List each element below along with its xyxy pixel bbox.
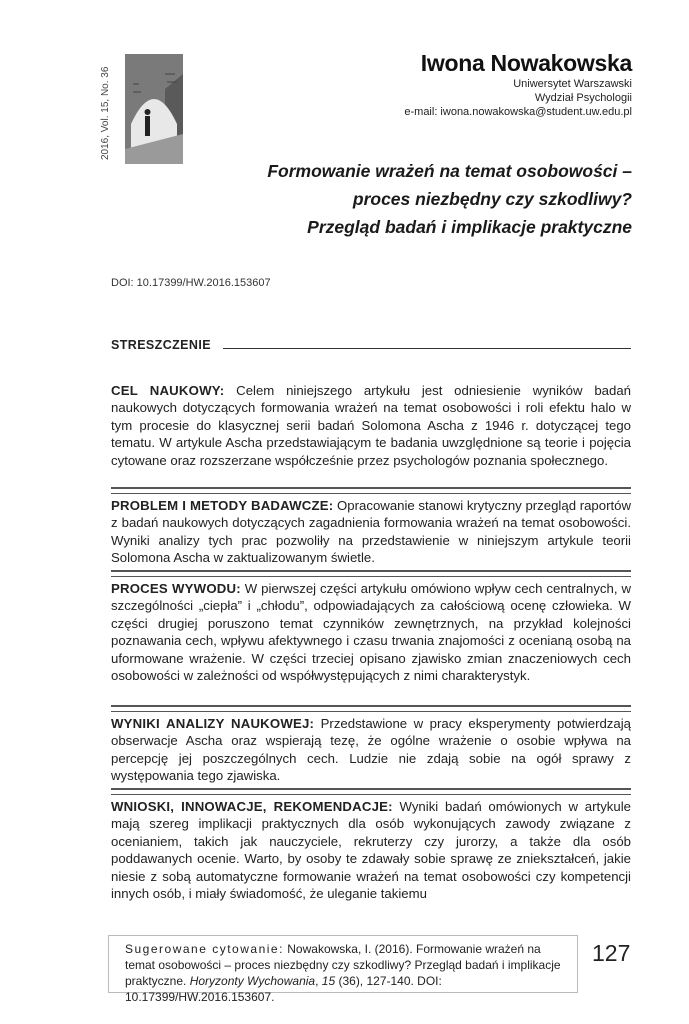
citation-journal: Horyzonty Wychowania: [189, 974, 316, 988]
section-divider: [111, 570, 631, 577]
section-label: WYNIKI ANALIZY NAUKOWEJ:: [111, 716, 315, 731]
section-text: W pierwszej części artykułu omówiono wpływ cech centralnych, w szczególności „ciepła” i „chłodu”, odpowiadających za całościową ocenę człowieka. W części drugiej poruszono temat czynników zewnętrznych, na przykład kolejności poznawania cech, wpływu afektywnego i czasu trwania znajomości z ocenianą osobą na uformowane wrażenie. W części trzeciej opisano zjawisko zmian znaczeniowych cech osobowości w zależności od współwystępujących z nimi charakterystyk.: [111, 581, 631, 684]
citation-volume: 15: [321, 974, 336, 988]
section-label: PROCES WYWODU:: [111, 581, 241, 596]
abstract-section-process: [111, 580, 631, 684]
affiliation-faculty: Wydział Psychologii: [534, 92, 632, 104]
abstract-section-results: [111, 715, 631, 785]
title-line: Przegląd badań i implikacje praktyczne: [307, 217, 632, 237]
abstract-heading: [111, 338, 631, 352]
article-doi[interactable]: DOI: 10.17399/HW.2016.153607: [111, 277, 271, 289]
section-label: PROBLEM I METODY BADAWCZE:: [111, 498, 334, 513]
journal-volume: 2016, Vol. 15, No. 36: [100, 66, 111, 160]
author-email[interactable]: e-mail: iwona.nowakowska@student.uw.edu.pl: [404, 106, 632, 118]
abstract-section-problem: [111, 497, 631, 567]
cover-illustration-icon: [125, 54, 183, 164]
suggested-citation: Sugerowane cytowanie: Nowakowska, I. (2016). Formowanie wrażeń na temat osobowości – proces niezbędny czy szkodliwy? Przegląd badań i implikacje praktyczne. Horyzonty Wychowania, 15 (36), 127-140. DOI: 10.17399/HW.2016.153607.: [108, 935, 578, 993]
section-label: CEL NAUKOWY:: [111, 383, 225, 398]
author-name: Iwona Nowakowska: [420, 50, 632, 76]
section-divider: [111, 705, 631, 712]
article-title: [172, 157, 632, 241]
section-divider: [111, 788, 631, 795]
section-text: Opracowanie stanowi krytyczny przegląd raportów z badań naukowych dotyczących zagadnienia formowania wrażeń na temat osobowości. Wyniki analizy tych prac pozwoliły na przedstawienie w niniejszym artykule teorii Solomona Ascha w zaktualizowanym świetle.: [111, 498, 632, 566]
abstract-section-conclusions: [111, 798, 631, 902]
title-line: proces niezbędny czy szkodliwy?: [352, 189, 632, 209]
heading-rule: [223, 348, 631, 349]
abstract-heading-label: STRESZCZENIE: [111, 338, 211, 352]
citation-details: (36), 127-140. DOI: 10.17399/HW.2016.153607.: [125, 974, 442, 1004]
section-text: Celem niniejszego artykułu jest odniesienie wyników badań naukowych dotyczących formowania wrażeń na temat osobowości i roli efektu halo w tym procesie do klasycznej serii badań Solomona Ascha z 1946 r. dotyczącej tego tematu. W artykule Ascha przedstawiającym te badania uwzględnione są teorie i pojęcia cytowane oraz rozszerzane współcześnie przez psychologów poznania społecznego.: [111, 383, 632, 468]
title-line: Formowanie wrażeń na temat osobowości –: [267, 161, 632, 181]
journal-cover-image: [125, 54, 183, 164]
citation-label: Sugerowane cytowanie:: [125, 942, 284, 956]
affiliation-university: Uniwersytet Warszawski: [513, 78, 632, 90]
section-text: Wyniki badań omówionych w artykule mają szereg implikacji praktycznych dla osób wykonujących zawody związane z ocenianiem, takich jak nauczyciele, rekruterzy czy jurorzy, a także dla osób poddawanych ocenie. Warto, by osoby te zdawały sobie sprawę ze zniekształceń, jakie niesie z sobą automatyczne formowanie wrażeń na temat osobowości czy kompetencji innych osób, i miały świadomość, że uleganie takiemu: [111, 799, 631, 902]
section-divider: [111, 487, 631, 494]
citation-text: Nowakowska, I. (2016). Formowanie wrażeń na temat osobowości – proces niezbędny czy szkodliwy? Przegląd badań i implikacje praktyczne.: [125, 942, 561, 988]
section-label: WNIOSKI, INNOWACJE, REKOMENDACJE:: [111, 799, 393, 814]
page-number: 127: [592, 940, 631, 966]
author-block: [404, 50, 632, 119]
section-text: Przedstawione w pracy eksperymenty potwierdzają obserwacje Ascha oraz wspierają tezę, że ogólne wrażenie o osobie wpływa na percepcję jej poszczególnych cech. Ludzie nie zdają sobie na ogół sprawy z występowania tego zjawiska.: [111, 716, 631, 784]
abstract-section-aim: [111, 382, 631, 469]
